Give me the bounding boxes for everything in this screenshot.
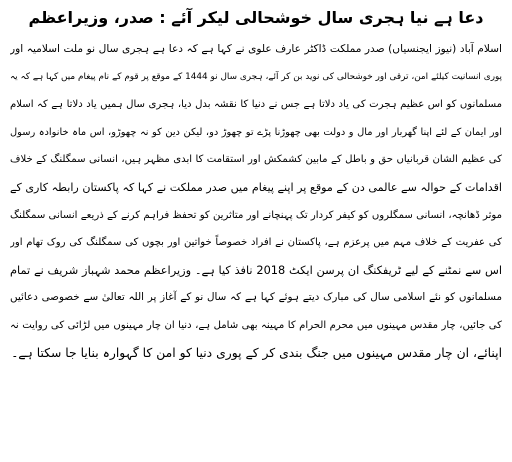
article-line: کی جائیں، چار مقدس مہینوں میں محرم الحرام کا مہینہ بھی شامل ہے، دنیا ان چار مہینوں میں لڑائی کی روایت نہ (10, 319, 502, 331)
article-line: اور ایمان کے لئے اپنا گھربار اور مال و دولت بھی چھوڑنا پڑے تو چھوڑ دو، لیکن دین کو نہ چھوڑو، اس ماہ خانوادہ رسول (10, 126, 502, 138)
article-line: اقدامات کے حوالہ سے عالمی دن کے موقع پر اپنے پیغام میں صدر مملکت نے کہا کہ پاکستان رابطہ کاری کے (10, 180, 502, 194)
article-line: اسلام آباد (نیوز ایجنسیاں) صدر مملکت ڈاکٹر عارف علوی نے کہا ہے کہ دعا ہے ہجری سال نو ملت اسلامیہ اور (10, 43, 502, 55)
article-line: پوری انسانیت کیلئے امن، ترقی اور خوشحالی کی نوید بن کر آئے، ہجری سال نو 1444 کے موقع پر قوم کے نام پیغام میں کہا ہے کہ یہ (10, 71, 502, 82)
article-headline: دعا ہے نیا ہجری سال خوشحالی لیکر آئے : صدر، وزیراعظم (28, 8, 484, 27)
article-line: موثر ڈھانچہ، انسانی سمگلروں کو کیفر کردار تک پہنچانے اور متاثرین کو تحفظ فراہم کرنے کے ذریعے انسانی سمگلنگ (10, 209, 502, 221)
article-line: مسلمانوں کو اس عظیم ہجرت کی یاد دلاتا ہے جس نے دنیا کا نقشہ بدل دیا، ہجری سال ہمیں یاد دلاتا ہے کہ اسلام (10, 99, 502, 111)
article-body (10, 36, 502, 367)
article-line: مسلمانوں کو نئے اسلامی سال کی مبارک دیتے ہوئے کہا ہے کہ سال نو کے آغاز پر اللہ تعالیٰ سے خصوصی دعائیں (10, 291, 502, 304)
article-line: اس سے نمٹنے کے لیے ٹریفکنگ ان پرسن ایکٹ 2018 نافذ کیا ہے۔ وزیراعظم محمد شہباز شریف نے تمام (10, 262, 502, 277)
article-line: کی عظیم الشان قربانیاں حق و باطل کے مابین کشمکش اور استقامت کا ابدی مظہر ہیں، انسانی سمگلنگ کے خلاف (10, 154, 502, 166)
article-line: اپنائے، ان چار مقدس مہینوں میں جنگ بندی کر کے پوری دنیا کو امن کا گہوارہ بنایا جا سکتا ہے۔ (11, 345, 502, 360)
article-line: کی عفریت کے خلاف مہم میں پرعزم ہے، پاکستان نے افراد خصوصاً خواتین اور بچوں کی سمگلنگ کی روک تھام اور (10, 237, 502, 249)
